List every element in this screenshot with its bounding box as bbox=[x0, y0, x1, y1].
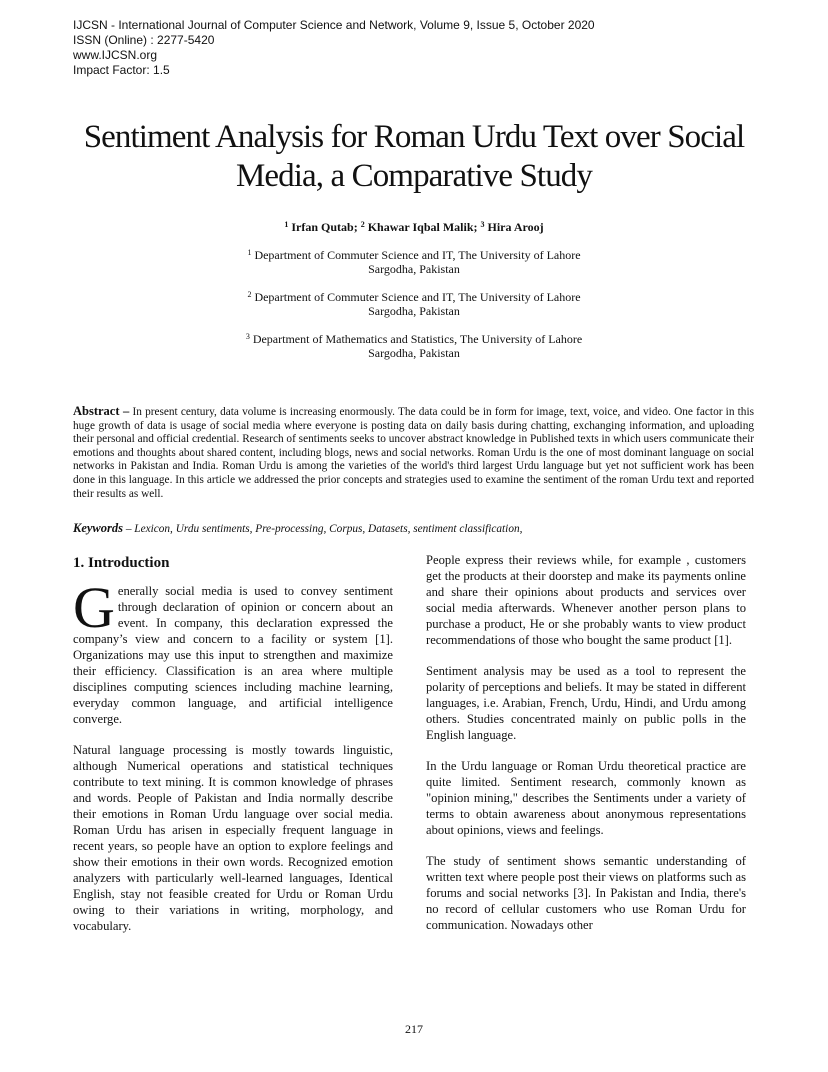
intro-paragraph-1-text: enerally social media is used to convey sentiment through declaration of opinion or concern about an event. In company, this declaration expressed the company’s view and concern to a facility or system [1]. Organizations may use this input to strengthen and maximize their efficiency. Classification is an area where multiple disciplines computing sciences including machine learning, everyday common language, and artificial intelligence converge. bbox=[73, 584, 393, 726]
paper-title-line-2: Media, a Comparative Study bbox=[235, 158, 593, 194]
intro-paragraph-5: In the Urdu language or Roman Urdu theoretical practice are quite limited. Sentiment research, commonly known as "opinion mining," describes the Sentiments under a variety of terms to obtain awareness about anonymous representations about opinions, views and feelings. bbox=[426, 759, 746, 837]
section-heading-introduction: 1. Introduction bbox=[73, 555, 170, 571]
affiliation-2-number: 2 bbox=[247, 290, 252, 299]
affiliation-3 bbox=[0, 332, 828, 360]
keywords-text: – Lexicon, Urdu sentiments, Pre-processing, Corpus, Datasets, sentiment classification, bbox=[123, 523, 523, 535]
affiliation-3-location: Sargodha, Pakistan bbox=[368, 346, 460, 360]
author-2-name: Khawar Iqbal Malik; bbox=[367, 220, 478, 234]
affiliation-2-location: Sargodha, Pakistan bbox=[368, 304, 460, 318]
drop-cap: G bbox=[73, 575, 115, 640]
journal-header bbox=[73, 18, 595, 78]
journal-name: IJCSN - International Journal of Computer Science and Network, Volume 9, Issue 5, October 2020 bbox=[73, 18, 595, 32]
affiliation-1-location: Sargodha, Pakistan bbox=[368, 262, 460, 276]
abstract-text: In present century, data volume is increasing enormously. The data could be in form for image, text, voice, and video. One factor in this huge growth of data is usage of social media where everyone is posting data on daily basis during chatting, exchanging information, and uploading their personal and official credential. Research of sentiments seeks to uncover abstract knowledge in Published texts in which users communicate their emotions and thoughts about shared content, including blogs, news and social networks. Roman Urdu is the one of most dominant language on social networks in Pakistan and India. Roman Urdu is among the varieties of the world's third largest Urdu language but yet not sufficient work has been done in this language. In this article we addressed the prior concepts and strategies used to examine the sentiment of the roman Urdu text and reported their results as well. bbox=[73, 406, 754, 500]
affiliation-3-number: 3 bbox=[245, 332, 250, 341]
right-column bbox=[426, 552, 746, 948]
affiliation-1-department: Department of Commuter Science and IT, The University of Lahore bbox=[254, 248, 581, 262]
affiliation-3-department: Department of Mathematics and Statistics, The University of Lahore bbox=[252, 332, 583, 346]
author-3-name: Hira Arooj bbox=[487, 220, 544, 234]
journal-impact-factor: Impact Factor: 1.5 bbox=[73, 63, 170, 77]
keywords bbox=[73, 521, 522, 536]
paper-title bbox=[40, 118, 788, 196]
intro-paragraph-2: Natural language processing is mostly towards linguistic, although Numerical operations and statistical techniques contribute to text mining. It is common knowledge of phrases and words. People of Pakistan and India normally describe their emotions in Roman Urdu language over social media. Roman Urdu has arisen in especially frequent language in recent years, so people have an option to explore feelings and show their emotions in their own words. Recognized emotion analyzers with particularly well-learned languages, Identical English, stay not feasible created for Urdu or Roman Urdu owing to their variations in writing, morphology, and vocabulary. bbox=[73, 743, 393, 933]
author-3-number: 3 bbox=[480, 220, 485, 229]
paper-title-line-1: Sentiment Analysis for Roman Urdu Text over Social bbox=[83, 119, 745, 155]
journal-issn: ISSN (Online) : 2277-5420 bbox=[73, 33, 215, 47]
page-number: 217 bbox=[405, 1022, 423, 1036]
affiliation-1-number: 1 bbox=[247, 248, 252, 257]
intro-paragraph-6: The study of sentiment shows semantic understanding of written text where people post their views on platforms such as forums and social networks [3]. In Pakistan and India, there's no record of cellular customers who use Roman Urdu for communication. Nowadays other bbox=[426, 854, 746, 932]
author-1-number: 1 bbox=[284, 220, 289, 229]
intro-paragraph-3: People express their reviews while, for example , customers get the products at their doorstep and make its payments online and share their opinions about products and services over social media afterwards. Whenever another person plans to purchase a product, He or she probably wants to view product recommendations of those who bought the same product [1]. bbox=[426, 553, 746, 647]
affiliation-2 bbox=[0, 290, 828, 318]
affiliation-2-department: Department of Commuter Science and IT, The University of Lahore bbox=[254, 290, 581, 304]
author-2-number: 2 bbox=[360, 220, 365, 229]
intro-paragraph-1 bbox=[73, 575, 393, 727]
left-column bbox=[73, 575, 393, 949]
author-1-name: Irfan Qutab; bbox=[291, 220, 358, 234]
abstract-label: Abstract – bbox=[73, 404, 130, 418]
intro-paragraph-4: Sentiment analysis may be used as a tool to represent the polarity of perceptions and beliefs. It may be stated in different languages, i.e. Arabian, French, Urdu, Hindi, and Urdu among others. Studies concentrated mainly on public polls in the English language. bbox=[426, 664, 746, 742]
author-list bbox=[0, 220, 828, 235]
journal-website: www.IJCSN.org bbox=[73, 48, 158, 62]
affiliation-1 bbox=[0, 248, 828, 276]
abstract bbox=[73, 405, 754, 501]
keywords-label: Keywords bbox=[73, 521, 123, 535]
